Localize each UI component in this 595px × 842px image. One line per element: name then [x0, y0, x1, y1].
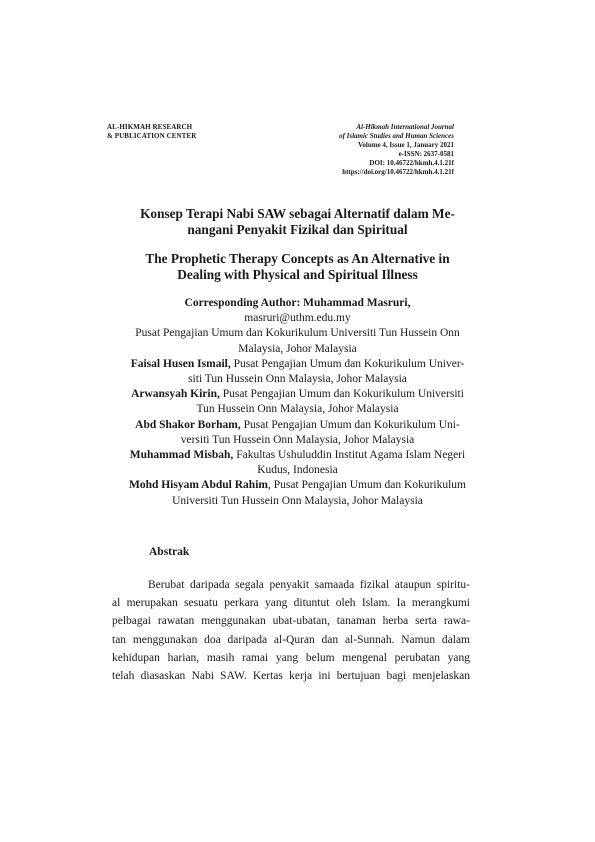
publisher-line: & PUBLICATION CENTER [107, 132, 197, 140]
abstract-line: pelbagai rawatan menggunakan ubat-ubatan, tanaman herba serta rawa- [112, 615, 470, 628]
affiliation-line: Tun Hussein Onn Malaysia, Johor Malaysia [196, 403, 399, 416]
affiliation-line: Kudus, Indonesia [257, 464, 338, 477]
publisher-header [107, 123, 196, 141]
affiliation-line: versiti Tun Hussein Onn Malaysia, Johor Malaysia [180, 433, 415, 446]
abstract-line: telah diasaskan Nabi SAW. Kertas kerja ini bertujuan bagi menjelaskan [112, 670, 470, 683]
abstract-line: tan menggunakan doa daripada al-Quran dan al-Sunnah. Namun dalam [112, 633, 470, 646]
abstract-line: al merupakan sesuatu perkara yang dituntut oleh Islam. Ia merangkumi [112, 597, 470, 610]
affiliation-line: Fakultas Ushuluddin Institut Agama Islam Negeri [233, 449, 466, 462]
journal-volume: Volume 4, Issue 1, January 2021 [357, 141, 454, 149]
author-name: Muhammad Misbah, [129, 449, 234, 462]
title-english [110, 251, 485, 283]
abstract-heading: Abstrak [149, 546, 190, 558]
journal-eissn: e-ISSN: 2637-0581 [398, 150, 454, 158]
journal-doi: DOI: 10.46722/hkmh.4.1.21f [369, 159, 454, 167]
abstract-body [112, 576, 470, 685]
journal-name-line: of Islamic Studies and Human Sciences [339, 132, 454, 140]
title-malay-line: nangani Penyakit Fizikal dan Spiritual [187, 222, 408, 237]
journal-doi-link[interactable]: https://doi.org/10.46722/hkmh.4.1.21f [342, 168, 454, 176]
affiliation-line: , Pusat Pengajian Umum dan Kokurikulum [267, 479, 467, 492]
affiliation-line: Pusat Pengajian Umum dan Kokurikulum Universiti [219, 388, 464, 401]
affiliation-line: Universiti Tun Hussein Onn Malaysia, Johor Malaysia [172, 494, 423, 507]
affiliation-line: siti Tun Hussein Onn Malaysia, Johor Malaysia [188, 373, 407, 386]
author-name: Mohd Hisyam Abdul Rahim [128, 479, 268, 492]
affiliation-line: Pusat Pengajian Umum dan Kokurikulum Uni- [240, 418, 460, 431]
affiliation-line: Pusat Pengajian Umum dan Kokurikulum Universiti Tun Hussein Onn [135, 327, 460, 340]
journal-header [339, 123, 454, 177]
abstract-line: Berubat daripada segala penyakit samaada fizikal ataupun spiritu- [148, 579, 470, 591]
author-name: Arwansyah Kirin, [131, 388, 220, 401]
affiliation-line: Malaysia, Johor Malaysia [238, 342, 357, 355]
author-name: Abd Shakor Borham, [135, 418, 241, 431]
author-name: Faisal Husen Ismail, [130, 357, 231, 370]
title-malay [110, 206, 485, 238]
publisher-line: AL-HIKMAH RESEARCH [107, 123, 193, 131]
affiliation-line: Pusat Pengajian Umum dan Kokurikulum Univer- [230, 357, 465, 370]
journal-name-line: Al-Hikmah International Journal [356, 123, 454, 131]
title-english-line: Dealing with Physical and Spiritual Illness [177, 267, 418, 282]
title-english-line: The Prophetic Therapy Concepts as An Alternative in [145, 251, 450, 266]
title-malay-line: Konsep Terapi Nabi SAW sebagai Alternatif dalam Me- [140, 206, 455, 221]
author-block [108, 296, 487, 509]
corresponding-author: Corresponding Author: Muhammad Masruri, [184, 297, 411, 309]
abstract-line: kehidupan harian, masih ramai yang belum mengenal perubatan yang [112, 651, 470, 664]
corresponding-email[interactable]: masruri@uthm.edu.my [244, 312, 351, 325]
